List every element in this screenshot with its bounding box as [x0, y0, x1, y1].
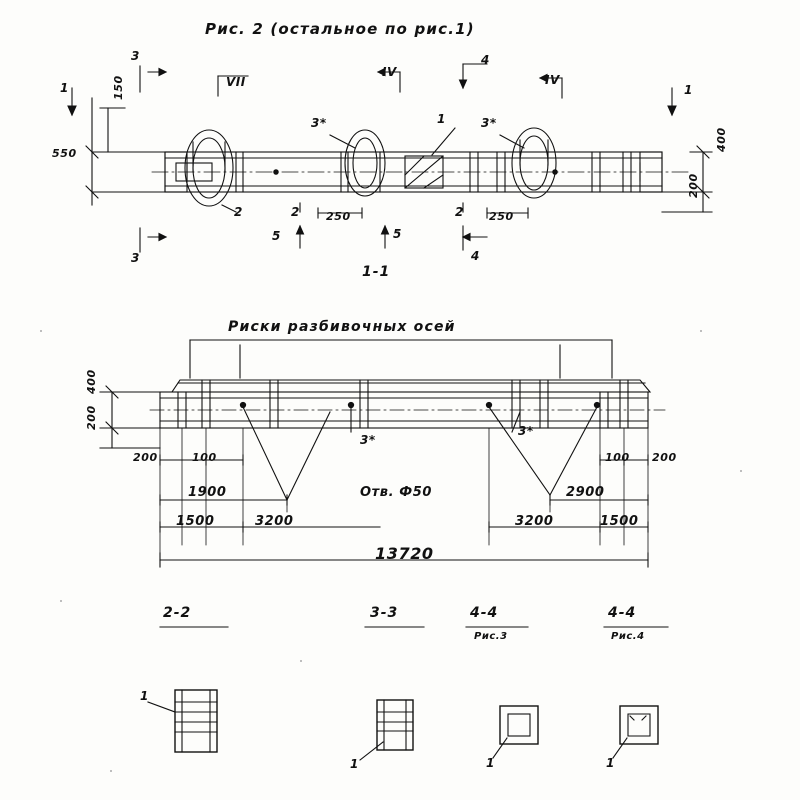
section-sub-ris4: Рис.4 — [611, 631, 645, 642]
dim-150: 150 — [112, 75, 125, 100]
dim-2900: 2900 — [566, 485, 605, 500]
dim-100-a: 100 — [192, 451, 217, 464]
dim-1500-a: 1500 — [176, 514, 215, 529]
section-title-4-4-a: 4-4 — [470, 605, 499, 621]
callout-3-star-left: 3* — [311, 116, 327, 130]
dim-total: 13720 — [375, 544, 434, 563]
dim-1900: 1900 — [188, 485, 227, 500]
callout-3-star-right: 3* — [481, 116, 497, 130]
callout-3-star-plan-right: 3* — [518, 424, 534, 438]
section-sub-ris3: Рис.3 — [474, 631, 508, 642]
fig-callout-1-b: 1 — [350, 757, 359, 771]
section-mark-4-bottom: 4 — [471, 249, 480, 263]
section-mark-5-left: 5 — [272, 229, 281, 243]
section-title-1-1: 1-1 — [362, 264, 391, 280]
section-title-4-4-b: 4-4 — [608, 605, 637, 621]
dim-550: 550 — [52, 147, 77, 160]
dim-3200-b: 3200 — [515, 514, 554, 529]
callout-2-left: 2 — [234, 205, 243, 219]
section-mark-vii: VII — [226, 75, 246, 89]
callout-3-star-plan-left: 3* — [360, 433, 376, 447]
axes-note: Риски разбивочных осей — [228, 319, 456, 335]
dim-200-a: 200 — [133, 451, 158, 464]
fig-callout-1-d: 1 — [606, 756, 615, 770]
dim-200-plan: 200 — [85, 405, 98, 430]
hole-note: Отв. Ф50 — [360, 485, 433, 500]
dim-1500-b: 1500 — [600, 514, 639, 529]
dim-3200-a: 3200 — [255, 514, 294, 529]
dim-250-left: 250 — [326, 210, 351, 223]
dim-250-right: 250 — [489, 210, 514, 223]
fig-callout-1-a: 1 — [140, 689, 149, 703]
section-mark-iv-right: IV — [545, 73, 560, 87]
section-title-3-3: 3-3 — [370, 605, 399, 621]
section-mark-5-right: 5 — [393, 227, 402, 241]
dim-100-b: 100 — [605, 451, 630, 464]
dim-200-b: 200 — [652, 451, 677, 464]
section-mark-1-left: 1 — [60, 81, 69, 95]
dim-400-right: 400 — [715, 127, 728, 152]
callout-1-center: 1 — [437, 112, 446, 126]
callout-2-right: 2 — [455, 205, 464, 219]
section-mark-iv-left: IV — [382, 65, 397, 79]
dim-400-plan: 400 — [85, 369, 98, 394]
callout-2-mid: 2 — [291, 205, 300, 219]
section-title-2-2: 2-2 — [163, 605, 192, 621]
section-mark-4-top: 4 — [481, 53, 490, 67]
dim-200-right: 200 — [687, 173, 700, 198]
section-mark-3-top: 3 — [131, 49, 140, 63]
drawing-title: Рис. 2 (остальное по рис.1) — [205, 20, 475, 38]
section-mark-1-right: 1 — [684, 83, 693, 97]
section-mark-3-bottom: 3 — [131, 251, 140, 265]
fig-callout-1-c: 1 — [486, 756, 495, 770]
